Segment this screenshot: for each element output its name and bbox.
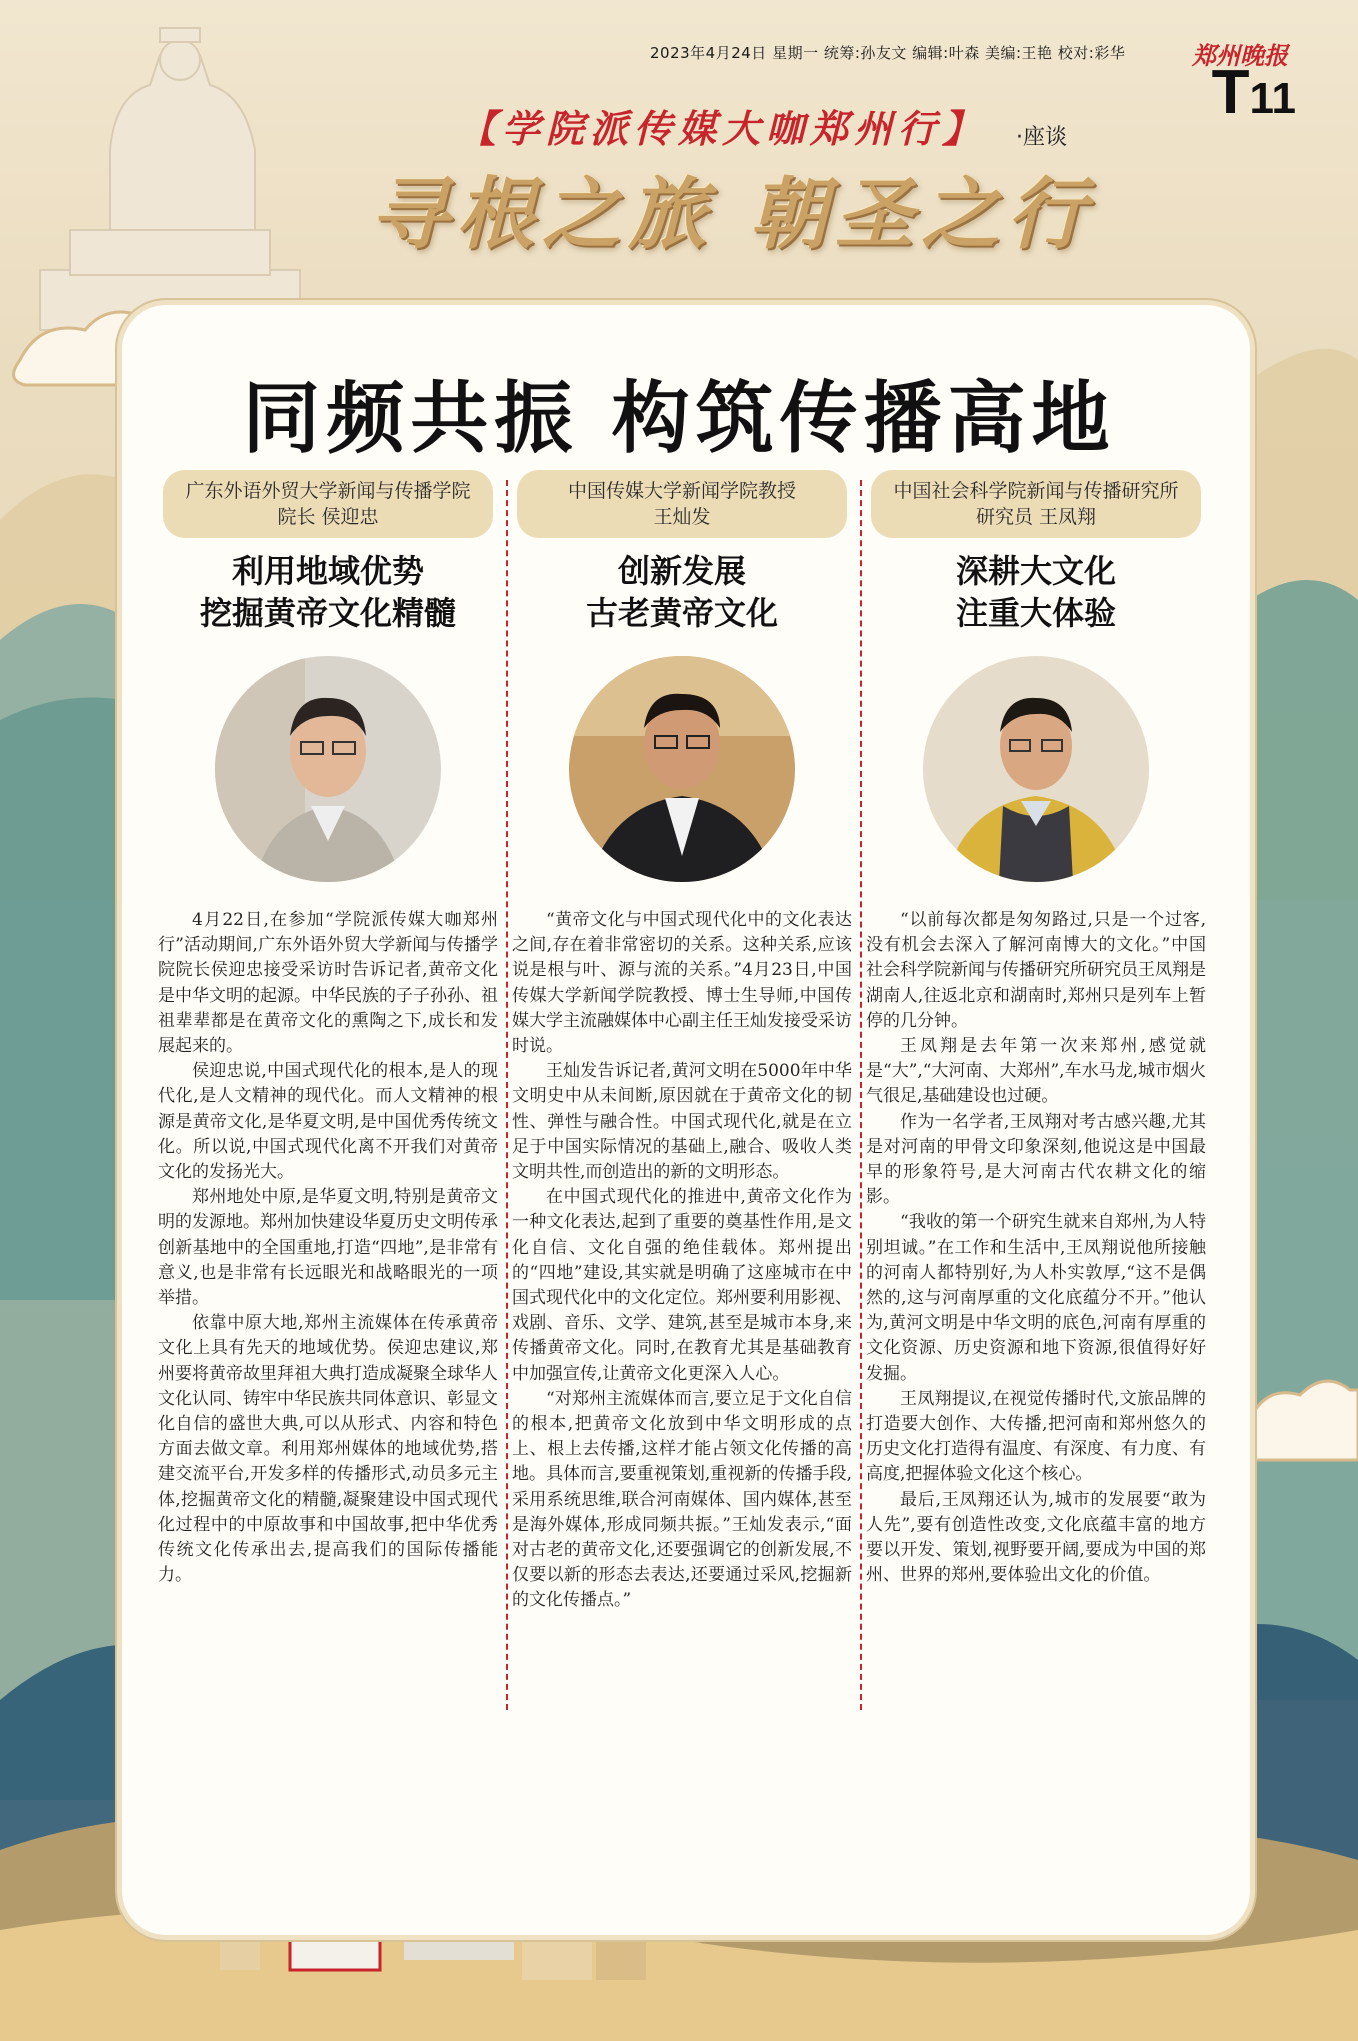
statue-illustration <box>40 28 300 350</box>
main-headline: 同频共振 构筑传播高地 <box>242 374 1116 464</box>
portrait-photo <box>923 656 1149 882</box>
paragraph: “我收的第一个研究生就来自郑州,为人特别坦诚。”在工作和生活中,王凤翔说他所接触的河南人都特别好,为人朴实敦厚,“这不是偶然的,这与河南厚重的文化底蕴分不开。”他认为,黄河文明是中华文明的底色,河南有厚重的文化资源、历史资源和地下资源,很值得好好发掘。 <box>866 1212 1206 1384</box>
header-info: 2023年4月24日 星期一 统筹:孙友文 编辑:叶森 美编:王艳 校对:彩华 <box>650 44 1126 62</box>
page-number-value: 11 <box>1249 74 1296 123</box>
role-line: 中国传媒大学新闻学院教授 <box>567 480 796 502</box>
article-body <box>512 908 852 1614</box>
headline-line: 挖掘黄帝文化精髓 <box>199 594 456 632</box>
page-header <box>650 38 1268 68</box>
role-line: 院长 侯迎忠 <box>277 506 379 528</box>
article-column-wang-fengxiang <box>866 470 1206 1588</box>
paragraph: 作为一名学者,王凤翔对考古感兴趣,尤其是对河南的甲骨文印象深刻,他说这是中国最早的形象符号,是大河南古代农耕文化的缩影。 <box>866 1111 1206 1208</box>
paragraph: 王灿发告诉记者,黄河文明在5000年中华文明史中从未间断,原因就在于黄帝文化的韧性、弹性与融合性。中国式现代化,就是在立足于中国实际情况的基础上,融合、吸收人类文明共性,而创造出的新的文明形态。 <box>512 1061 852 1183</box>
paragraph: 王凤翔是去年第一次来郑州,感觉就是“大”,“大河南、大郑州”,车水马龙,城市烟火气很足,基础建设也过硬。 <box>866 1036 1206 1107</box>
headline-line: 注重大体验 <box>955 594 1116 632</box>
article-column-wang-canfa <box>512 470 852 1614</box>
paragraph: 最后,王凤翔还认为,城市的发展要“敢为人先”,要有创造性改变,文化底蕴丰富的地方要以开发、策划,视野要开阔,要成为中国的郑州、世界的郑州,要体验出文化的价值。 <box>866 1489 1206 1586</box>
page-number-prefix: T <box>1211 58 1250 127</box>
paragraph: “对郑州主流媒体而言,要立足于文化自信的根本,把黄帝文化放到中华文明形成的点上、根上去传播,这样才能占领文化传播的高地。具体而言,要重视策划,重视新的传播手段,采用系统思维,联合河南媒体、国内媒体,甚至是海外媒体,形成同频共振。”王灿发表示,“面对古老的黄帝文化,还要强调它的创新发展,不仅要以新的形态去表达,还要通过采风,挖掘新的文化传播点。” <box>512 1388 852 1611</box>
paragraph: 侯迎忠说,中国式现代化的根本,是人的现代化,是人文精神的现代化。而人文精神的根源是黄帝文化,是华夏文明,是中国优秀传统文化。所以说,中国式现代化离不开我们对黄帝文化的发扬光大。 <box>158 1061 498 1183</box>
paragraph: “以前每次都是匆匆路过,只是一个过客,没有机会去深入了解河南博大的文化。”中国社会科学院新闻与传播研究所研究员王凤翔是湖南人,往返北京和湖南时,郑州只是列车上暂停的几分钟。 <box>866 910 1206 1031</box>
column-headline <box>512 550 852 634</box>
banner-title: 寻根之旅 朝圣之行 <box>370 170 1094 260</box>
portrait-photo <box>215 656 441 882</box>
headline-line: 古老黄帝文化 <box>585 594 778 632</box>
column-headline <box>158 550 498 634</box>
paragraph: 郑州地处中原,是华夏文明,特别是黄帝文明的发源地。郑州加快建设华夏历史文明传承创新基地中的全国重地,打造“四地”,是非常有意义,也是非常有长远眼光和战略眼光的一项举措。 <box>158 1187 498 1309</box>
series-title: 【学院派传媒大咖郑州行】 <box>458 106 987 151</box>
role-line: 王灿发 <box>653 506 711 528</box>
headline-line: 深耕大文化 <box>955 552 1116 590</box>
paragraph: 在中国式现代化的推进中,黄帝文化作为一种文化表达,起到了重要的奠基性作用,是文化自信、文化自强的绝佳载体。郑州提出的“四地”建设,其实就是明确了这座城市在中国式现代化中的文化定位。郑州要利用影视、戏剧、音乐、文学、建筑,甚至是城市本身,来传播黄帝文化。同时,在教育尤其是基础教育中加强宣传,让黄帝文化更深入人心。 <box>512 1187 852 1384</box>
newspaper-logo: 郑州晚报 <box>1192 41 1288 70</box>
role-line: 中国社会科学院新闻与传播研究所 <box>893 480 1179 502</box>
paragraph: 依靠中原大地,郑州主流媒体在传承黄帝文化上具有先天的地域优势。侯迎忠建议,郑州要将黄帝故里拜祖大典打造成凝聚全球华人文化认同、铸牢中华民族共同体意识、彰显文化自信的盛世大典,可以从形式、内容和特色方面去做文章。利用郑州媒体的地域优势,搭建交流平台,开发多样的传播形式,动员多元主体,挖掘黄帝文化的精髓,凝聚建设中国式现代化过程中的中原故事和中国故事,把中华优秀传统文化传承出去,提高我们的国际传播能力。 <box>158 1313 498 1586</box>
paragraph: “黄帝文化与中国式现代化中的文化表达之间,存在着非常密切的关系。这种关系,应该说是根与叶、源与流的关系。”4月23日,中国传媒大学新闻学院教授、博士生导师,中国传媒大学主流融媒体中心副主任王灿发接受采访时说。 <box>512 910 852 1057</box>
portrait-photo <box>569 656 795 882</box>
headline-line: 创新发展 <box>617 552 746 590</box>
paragraph: 王凤翔提议,在视觉传播时代,文旅品牌的打造要大创作、大传播,把河南和郑州悠久的历史文化打造得有温度、有深度、有力度、有高度,把握体验文化这个核心。 <box>866 1388 1206 1485</box>
interviewee-role-box <box>871 470 1201 538</box>
article-body <box>866 908 1206 1588</box>
role-line: 研究员 王凤翔 <box>975 506 1097 528</box>
column-divider <box>506 480 508 1710</box>
column-headline <box>866 550 1206 634</box>
series-suffix: ·座谈 <box>1016 125 1067 150</box>
column-divider <box>860 480 862 1710</box>
article-column-hou <box>158 470 498 1588</box>
headline-line: 利用地域优势 <box>231 552 424 590</box>
interviewee-role-box <box>517 470 847 538</box>
article-body <box>158 908 498 1588</box>
role-line: 广东外语外贸大学新闻与传播学院 <box>185 480 471 502</box>
paragraph: 4月22日,在参加“学院派传媒大咖郑州行”活动期间,广东外语外贸大学新闻与传播学院院长侯迎忠接受采访时告诉记者,黄帝文化是中华文明的起源。中华民族的子子孙孙、祖祖辈辈都是在黄帝文化的熏陶之下,成长和发展起来的。 <box>158 910 498 1057</box>
interviewee-role-box <box>163 470 493 538</box>
page-number <box>1211 58 1296 127</box>
